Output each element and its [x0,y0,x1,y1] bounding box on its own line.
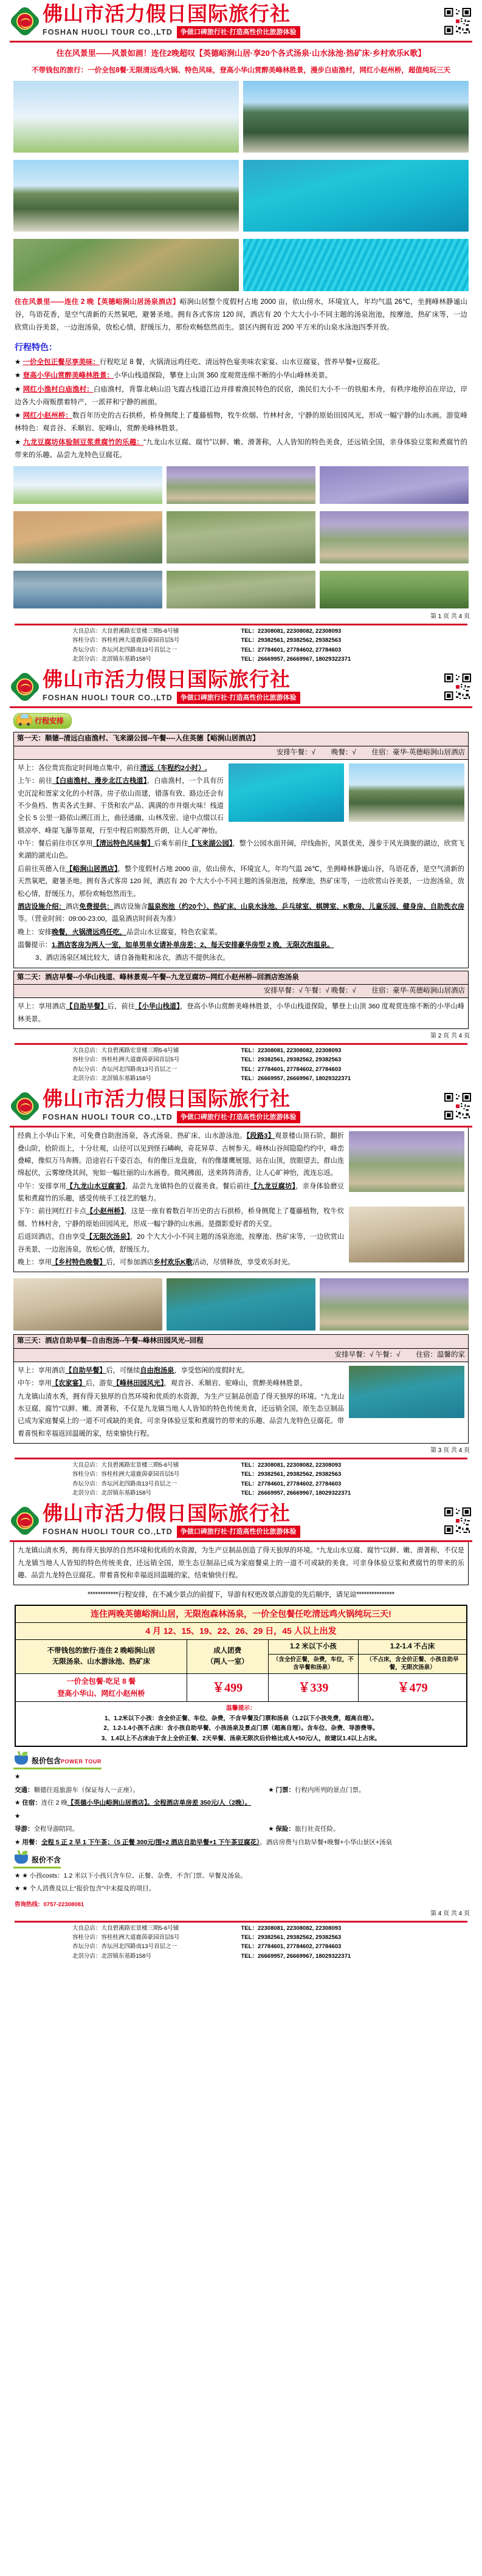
day-3-box [13,1334,469,1444]
included-label-2: 门票： [275,1786,295,1794]
photo-guest-room [13,1278,162,1331]
photo-sky [13,81,239,153]
included-label: 住宿： [22,1799,41,1807]
photo-row-4 [9,463,473,508]
company-slogan: 争做口碑旅行社·打造高性价比旅游体验 [177,1111,300,1124]
contact-table [15,1924,467,1961]
company-name-en: FOSHAN HUOLI TOUR CO.,LTD [43,693,173,702]
photo-row-day2 [9,1275,473,1334]
day-3-tail [14,1542,468,1585]
included-label: 交通： [15,1786,34,1794]
company-name-cn: 佛山市活力假日国际旅行社 [43,2,291,26]
branch-phone[interactable]: TEL：27784601, 27784602, 27784603 [241,646,342,653]
price-banner-row [15,1605,467,1623]
price-note: 1、1.2米以下小孩：含全价正餐、车位、杂费，不含早餐及门票和汤泉（1.2以下小孩免费，超高自理）。 [104,1715,378,1722]
company-name-cn: 佛山市活力假日国际旅行社 [43,1087,291,1111]
included-text-2: 旅行社责任险。 [295,1825,340,1833]
photo-day2-a [349,1131,464,1192]
price-notes [15,1701,467,1746]
excluded-item [15,1870,467,1883]
company-logo-icon [11,1092,39,1120]
contact-table [15,627,467,664]
branch-phone[interactable]: TEL：22308081, 22308082, 22308093 [241,628,342,635]
day-2-meal-label: 安排早餐：√ 午餐：√ 晚餐：√ [263,987,356,995]
drink-cup-icon [15,1755,28,1765]
contact-row [15,1075,467,1084]
hotline[interactable]: 咨询热线：0757-22308081 [15,1901,84,1908]
contact-row [15,1924,467,1934]
company-name-cn: 佛山市活力假日国际旅行社 [43,1501,291,1526]
contact-row [15,627,467,636]
branch-address: 北滘分店：北滘镇东基路158号 [72,1489,151,1496]
day-2-para: 中午：安排享用【九龙山水豆腐宴】，品尝九龙镇特色的豆腐美食。餐后前往【九龙豆腐坊】，亲身体验磨豆浆和煮腐竹的乐趣，感受传统手工技艺的魅力。 [18,1182,344,1203]
contact-row [15,646,467,655]
photo-river-arch [167,511,315,563]
day-1-para: 晚上：安排晚餐，火锅清远鸡任吃，品尝山水豆腐宴，特色农家菜。 [18,928,222,936]
feature-text: 白庙渔村，背靠北峡山沿飞霞古栈道江边并排着渔民特色的民宿，渔民们大小不一的铁船木舟，有秩序地停泊在岸边，岸边各大小商贩摆着特产，一派祥和宁静的画面。 [15,386,467,406]
photo-day2-room [349,1207,464,1262]
intro-block [9,295,473,337]
day-2-meals [14,985,468,998]
excluded-tag-label: 报价不含 [32,1855,61,1864]
price-col3-title: 1.2 米以下小孩 [268,1639,359,1654]
photo-day1-a [349,763,464,822]
price-child-small: ￥339 [268,1674,359,1701]
qr-code-icon [444,673,471,700]
contact-row [15,636,467,646]
price-col1-line1: 不带钱包的旅行·连住 2 晚峪涧山居 [47,1647,156,1655]
feature-item [15,370,467,382]
photo-row-2 [9,156,473,235]
included-tag-label: 报价包含 [32,1757,61,1766]
day-1-para: 3、酒店汤泉区域比较大，请自备拖鞋和泳衣，酒店不提供泳衣。 [35,954,230,962]
day-1-para: 温馨提示：1.酒店客房为两人一室，如单男单女请补单房差；2、每天安排豪华房型 2 晚，无限次泡温泉。 [18,942,334,949]
photo-pool-water [243,239,469,291]
branch-phone[interactable]: TEL：29382561, 29382562, 29382563 [241,637,342,644]
price-notes-row [15,1701,467,1746]
photo-fishing-village [13,511,162,563]
feature-text: “九龙山水豆腐、腐竹”以鲜、嫩、滑著称，人人皆知的特色美食，还远销全国，亲身体验豆浆和煮腐竹的带来的乐趣、品尝九龙特色豆腐花。 [15,438,468,459]
page-4 [0,1500,482,1963]
branch-phone[interactable]: TEL：27784601, 27784602, 27784603 [241,1480,342,1487]
photo-boats [13,571,162,608]
page-number: 第 4 页 共 4 页 [430,1910,470,1917]
day-2-body-top [14,998,468,1028]
photo-hot-spring [167,1278,315,1331]
contact-row [15,1056,467,1065]
contact-row [15,1066,467,1075]
photo-row-6 [9,567,473,612]
branch-phone[interactable]: TEL：22308081, 22308082, 22308093 [241,1047,342,1055]
company-slogan: 争做口碑旅行社·打造高性价比旅游体验 [177,26,300,39]
price-col1-line2: 无限汤泉、山水游泳池、热矿床 [52,1658,150,1665]
photo-row-5 [9,508,473,567]
photo-day3-a [349,1366,464,1418]
letterhead [9,1500,473,1538]
branch-address: 杏坛分店：杏坛河北四路南13号首层之一 [72,646,177,653]
qr-code-icon [444,1507,471,1534]
branch-address: 容桂分店：容桂桂洲大道鹿茵豪园首层5号 [72,637,180,644]
day-2-morning: 享用酒店【自助早餐】后，前往【小华山栈道】，登高小华山赏醉美峰林胜景，小华山栈道探险，攀登上山顶 360 度观赏连绵不断的小华山峰林美景。 [18,1003,464,1023]
day-1-box [13,732,469,968]
included-text: 连住 2 晚【英德小华山峪涧山居酒店】。全程酒店单房差 350元/人（2晚）。 [41,1799,252,1807]
price-row-desc-line2: 登高小华山、网红小赵州桥 [57,1689,145,1698]
day-2-continued [13,1128,469,1272]
intro-body: 峪涧山居整个度假村占地 2000 亩，依山傍水，环境宜人，年均气温 26℃，坐拥峰林静谧山谷，鸟语花香，是空气清新的天然氧吧，避暑圣地。拥有各式客房 120 间，酒店有 20 个大大小小不同主题的汤泉泡池，按摩池，热矿床等，一边欣赏山谷美景，一边泡汤泉，放松心情，舒缓压力，那份欢畅悠然而生。景区内拥有近 200 平方米的山泉水泳池四季开放。 [15,298,467,332]
feature-label: 一价全包正餐尽享美味： [22,358,100,366]
included-label: 用餐： [22,1839,41,1846]
branch-phone[interactable]: TEL：26669957, 26669967, 18029322371 [241,1489,351,1496]
company-name-en: FOSHAN HUOLI TOUR CO.,LTD [43,27,173,36]
price-child-big: ￥479 [359,1674,467,1701]
company-slogan: 争做口碑旅行社·打造高性价比旅游体验 [177,692,300,704]
day-1-meals [14,746,468,760]
day-3-para: 早上：享用酒店【自助早餐】后，可继续自由泡汤泉，享受悠闲的度假时光。 [18,1366,249,1374]
photo-forest-sky [243,81,469,153]
day-3-para: 中午：享用【农家宴】后，游览【峰林田园风光】，观音谷、禾顺岩、驼峰山，赏醉美峰林胜景。 [18,1380,307,1388]
branch-phone[interactable]: TEL：27784601, 27784602, 27784603 [241,1943,342,1951]
day-1-body [14,760,468,968]
excluded-text: ★ 小孩costs：1.2 米以下小孩只含车位、正餐、杂费，不含门票、早餐及汤泉。 [22,1872,247,1879]
feature-item [15,384,467,408]
itinerary-tag-label: 行程安排 [35,717,64,726]
features-heading: 行程特色： [15,342,57,352]
contact-block [9,1918,473,1963]
qr-code-icon [444,8,471,35]
included-text: 顺德往返旅游车（保证每人一正座）。 [33,1786,139,1794]
included-list [9,1771,473,1849]
day-2-box [13,971,469,1029]
features-list [9,356,473,462]
feature-label: 网红小赵州桥： [22,412,72,420]
day-1-lunch: 安排午餐：√ [277,748,315,756]
day-2-para: 经典上小华山下来，可免费自助泡汤泉，各式汤泉、热矿床、山水游泳池。【段路3】观景楼山顶石阶，翻折叠山阶，拾阶而上，十分壮观，山径可以见到怪石嶙峋，奇花异草、古树参天。峰林山谷间隐隐约约中，峰峦叠嶂，像似万马奔腾。沿途岩石千姿百态，有的像巨龙盘旋，有的像雄鹰展翅。站在山顶，放眼望去，群山连绵起伏，云雾缭绕其间，宛如一幅壮丽的山水画卷。微风拂面，送来阵阵清香，让人心旷神怡，流连忘返。 [18,1132,345,1177]
intro-title: 住在风景里——连住 2 晚【英德峪涧山居汤泉酒店】 [15,298,180,306]
price-note: 2、1.2-1.4小孩不占床：含小孩自助早餐、小孩汤泉及景点门票（超高自理）。含车位、杂费、导游费等。 [103,1725,379,1732]
branch-address: 容桂分店：容桂桂洲大道鹿茵豪园首层5号 [72,1056,180,1064]
page-number: 第 1 页 共 4 页 [430,613,470,621]
day-3-para-tail: 九龙镇山清水秀，拥有得天独厚的自然环境和优质的水资源，为生产豆制品创造了得天独厚的环境。“九龙山水豆腐、腐竹”以鲜、嫩、滑著称，不仅是九龙镇当地人人皆知的特色传统美食，还远销全国，原生态豆制品已成为家庭餐桌上的一道不可或缺的美食。可亲身体验豆浆和煮腐竹的带来的乐趣、品尝九龙特色豆腐花。带着喜悦和幸福返回温暖的家，结束愉快行程。 [18,1547,464,1579]
day-2-hotel: 住宿：豪华·英德峪涧山居酒店 [371,987,465,995]
company-name-en: FOSHAN HUOLI TOUR CO.,LTD [43,1112,173,1121]
contact-table [15,1047,467,1084]
day-1-para: 早上：各位贵宾指定时间地点集中，前往清远（车程约2小时）. [18,764,207,772]
page-3 [0,1085,482,1500]
included-label-2: 保险： [275,1825,295,1833]
page-number: 第 2 页 共 4 页 [430,1033,470,1040]
branch-phone[interactable]: TEL：26669957, 26669967, 18029322371 [241,1075,351,1082]
branch-address: 北滘分店：北滘镇东基路158号 [72,1952,151,1960]
day-1-para: 中午：餐后前往市区享用【清远特色风味餐】后乘车前往【飞来湖公园】，整个公园水面开阔，岸线曲折，风景优美，漫步于风光旖旎的湖边，欣赏飞来湖的湖光山色。 [18,840,464,860]
contact-row [15,1489,467,1498]
branch-address: 大良总店：大良碧溪路宏景楼三期5-6号铺 [72,1924,179,1932]
branch-phone[interactable]: TEL：29382561, 29382562, 29382563 [241,1056,342,1064]
contact-block [9,1041,473,1085]
feature-item [15,356,467,369]
day-3-title: 第三天：酒店自助早餐--自由泡汤--午餐--峰林田园风光--回程 [14,1335,468,1348]
contact-row [15,1934,467,1943]
letterhead [9,1085,473,1123]
drink-cup-icon [15,1855,28,1864]
price-col2-sub: （两人一室） [206,1658,249,1665]
price-col2-title: 成人团费 [213,1647,242,1655]
day-3-body [14,1362,468,1443]
photo-dusk [320,466,469,504]
included-item [15,1797,467,1810]
letterhead [9,666,473,704]
photo-rice-field [320,571,469,608]
contact-row [15,1470,467,1479]
photo-day1-b [229,763,344,822]
headline-line-1: 住在风景里——风景如画！连住2晚超叹【英德峪涧山居·享20个各式汤泉·山水泳池·热矿床·乡村欢乐K歌】 [56,49,426,58]
day-2-para: 后返回酒店，自由享受【无限次汤泉】，20 个大大小小不同主题的汤泉泡池，按摩池、热矿床等，一边欣赏山谷美景，一边泡汤泉，放松心情，舒缓压力。 [18,1233,344,1253]
departure-dates: 4 月 12、15、19、22、26、29 日，45 人以上出发 [15,1622,467,1639]
branch-address: 杏坛分店：杏坛河北四路南13号首层之一 [72,1066,177,1073]
branch-address: 杏坛分店：杏坛河北四路南13号首层之一 [72,1943,177,1951]
branch-address: 大良总店：大良碧溪路宏景楼三期5-6号铺 [72,1462,179,1469]
included-item: ★ 交通：顺德往返旅游车（保证每人一正座）。 ★ 门票：行程内所列的景点门票。 [15,1771,467,1797]
price-note: 3、1.4以上不占床由于含上全价正餐、2天早餐、汤泉无限次后价格比成人+50元/人，故建议1.4以上占床。 [101,1735,381,1742]
day-1-hotel: 住宿：豪华·英德峪涧山居酒店 [371,748,465,756]
photo-scenery [320,1278,469,1331]
day-1-title: 第一天：顺德--清远白庙渔村、飞来湖公园--午餐----入住英德【峪涧山居酒店】 [14,732,468,746]
photo-row-top [9,77,473,156]
day-2-title: 第二天：酒店早餐--小华山栈道、峰林景观--午餐--九龙豆腐坊--网红小赵州桥--回酒店泡汤泉 [14,971,468,985]
day-2-para: 晚上：享用【乡村特色晚餐】后，可参加酒店乡村欢乐K歌活动，尽情释放，享受欢乐时光。 [18,1258,295,1266]
contact-block [9,621,473,666]
photo-peaks [167,466,315,504]
included-text: 全程 5 正 2 早 1 下午茶；（5 正餐 300元/围+2 酒店自助早餐+1 下午茶豆腐花）。酒店房费与自助早餐+晚餐+小华山景区+汤泉 [41,1839,393,1846]
itinerary-tag [13,713,72,729]
price-header-row [15,1639,467,1654]
day-1-para: 酒店设施介绍：酒店免费提供：酒店设施含温泉泡池（约20个）、热矿床、山泉水泳池、乒乓球室、棋牌室、K歌房、儿童乐园、健身房、自助洗衣房等。（营业时间：09:00-23:00，温泉酒店时间表为准） [18,903,464,923]
company-logo-icon [11,7,39,35]
day-3-meals [14,1349,468,1362]
branch-phone[interactable]: TEL：29382561, 29382562, 29382563 [241,1471,342,1478]
letterhead [9,0,473,38]
contact-row [15,1461,467,1470]
company-name-en: FOSHAN HUOLI TOUR CO.,LTD [43,1527,173,1536]
feature-label: 网红小渔村白庙渔村： [22,386,94,394]
feature-label: 登高小华山赏醉美峰林胜景： [22,372,114,380]
page-1 [0,0,482,666]
day-3-continued [13,1542,469,1585]
day-1-dinner: 晚餐：√ [331,748,356,756]
included-text-2: 行程内所列的景点门票。 [295,1786,365,1794]
price-banner: 连住两晚英德峪涧山居，无限泡森林汤泉，一价全包餐任吃清远鸡火锅纯玩三天! [15,1605,467,1623]
price-row-desc [15,1674,187,1701]
branch-phone[interactable]: TEL：26669957, 26669967, 18029322371 [241,655,351,663]
excluded-tag [13,1855,61,1868]
branch-address: 杏坛分店：杏坛河北四路南13号首层之一 [72,1480,177,1487]
photo-row-3 [9,235,473,295]
contact-row [15,655,467,664]
day-2-morning-label: 早上： [18,1003,39,1011]
photo-karst-village [13,160,239,232]
feature-item [15,436,467,461]
price-table [15,1605,467,1748]
branch-phone[interactable]: TEL：22308081, 22308082, 22308093 [241,1924,342,1932]
price-col4-title: 1.2-1.4 不占床 [359,1639,467,1654]
photo-karst-town [320,511,469,563]
branch-address: 容桂分店：容桂桂洲大道鹿茵豪园首层5号 [72,1471,180,1478]
branch-address: 大良总店：大良碧溪路宏景楼三期5-6号铺 [72,1047,179,1055]
branch-address: 北滘分店：北滘镇东基路158号 [72,1075,151,1082]
branch-phone[interactable]: TEL：27784601, 27784602, 27784603 [241,1066,342,1073]
included-item: ★ 导游：全程导游陪同。 ★ 保险：旅行社责任险。 [15,1810,467,1836]
contact-table [15,1461,467,1498]
branch-phone[interactable]: TEL：29382561, 29382562, 29382563 [241,1934,342,1941]
contact-row [15,1047,467,1056]
day-3-hotel: 住宿：温馨的家 [416,1351,465,1359]
price-col3-sub: （含全价正餐，杂费，车位，不含早餐和汤泉） [268,1654,359,1674]
branch-address: 容桂分店：容桂桂洲大道鹿茵豪园首层5号 [72,1934,180,1941]
car-icon [16,715,32,725]
included-tag-en: POWER TOUR [61,1758,102,1765]
photo-aerial-resort [13,239,239,291]
feature-text: 行程吃足 8 餐，火锅清远鸡任吃、清远特色宴美味农家宴、山水豆腐宴，营养早餐+豆腐花。 [100,358,385,366]
photo-wetland [167,571,315,608]
contact-row [15,1952,467,1961]
photo-swimming-pool [243,160,469,232]
company-slogan: 争做口碑旅行社·打造高性价比旅游体验 [177,1526,300,1538]
departure-row [15,1622,467,1639]
day-3-meal-label: 安排早餐：√ 午餐：√ [334,1351,401,1359]
photo-pavilion [13,466,162,504]
feature-label: 九龙豆腐坊体验制豆浆煮腐竹的乐趣： [22,438,144,446]
price-row-desc-line1: 一价全包餐·吃足 8 餐 [66,1677,136,1686]
feature-text: 小华山栈道探险，攀登上山顶 360 度观赏连绵不断的小华山峰林美景。 [114,372,332,380]
price-notes-title: 温馨提示： [226,1704,256,1712]
branch-address: 大良总店：大良碧溪路宏景楼三期5-6号铺 [72,628,179,635]
page-number: 第 3 页 共 4 页 [430,1447,470,1455]
letterhead-divider [10,706,472,708]
company-name-cn: 佛山市活力假日国际旅行社 [43,667,291,692]
page-2 [0,666,482,1085]
company-logo-icon [11,1507,39,1535]
contact-row [15,1480,467,1489]
qr-code-icon [444,1093,471,1120]
price-block [9,1603,473,1751]
order-disclaimer: ************行程安排，在不减少景点的前提下，导游有权更改景点游览的先后顺序，请见谅*************** [88,1591,394,1599]
day-3-para: 九龙镇山清水秀，拥有得天独厚的自然环境和优质的水资源，为生产豆制品创造了得天独厚的环境。“九龙山水豆腐、腐竹”以鲜、嫩、滑著称，不仅是九龙镇当地人人皆知的特色传统美食，还远销全国，原生态豆制品已成为家庭餐桌上的一道不可或缺的美食。可亲身体验豆浆和煮腐竹的带来的乐趣、品尝九龙特色豆腐花。带着喜悦和幸福返回温暖的家，结束愉快行程。 [18,1393,345,1438]
contact-row [15,1943,467,1952]
day-1-para: 后前往英德入住【峪涧山居酒店】，整个度假村占地 2000 亩，依山傍水，环境宜人，年均气温 26℃，坐拥峰林静谧山谷，鸟语花香，是空气清新的天然氧吧，避暑圣地。拥有各式客房 120 间，酒店有 20 个大大小小不同主题的汤泉泡池，按摩池，热矿床等，一边欣赏山谷美景，一边泡汤泉，放松心情，舒缓压力，那份欢畅悠然而生。 [18,865,464,898]
included-tag [13,1755,102,1769]
included-label: 导游： [15,1825,34,1833]
excluded-text: ★ 个人消费及以上“报价包含”中未提及的项目。 [22,1885,156,1893]
branch-phone[interactable]: TEL：22308081, 22308082, 22308093 [241,1462,342,1469]
price-value-row [15,1674,467,1701]
day-2-para: 下午：前往网红打卡点【小赵州桥】，这是一座有着数百年历史的古石拱桥，桥身侧爬上了蔓藤植物，牧牛炊烟、竹林村舍，宁静的原始田园风光，形成一幅宁静的山水画。是摄影爱好者的天堂。 [18,1208,344,1228]
feature-text: 数百年历史的古石拱桥，桥身侧爬上了蔓藤植物，牧牛炊烟、竹林村舍，宁静的原始田园风光，形成一幅宁静的山水画。游览峰林特色：观音谷、禾顺岩、驼峰山，赏醉美峰林胜景。 [15,412,467,433]
branch-phone[interactable]: TEL：26669957, 26669967, 18029322371 [241,1952,351,1960]
included-item [15,1836,467,1850]
day-2-body [14,1128,468,1272]
excluded-list [9,1870,473,1896]
day-1-para: 上午：前往【白庙渔村、漫步北江古栈道】，白庙渔村，一个具有历史沉淀和疍家文化的小村落。房子依山而建，错落有致、路边还会有不少鱼档、售卖各式生鲜、干货和农产品、满满的市井烟火味！栈道全长 5 公里一路依山溯江而上，曲径通幽，山林茂密、途中点缀以石锁凉亭、峰崖飞瀑等景观，行至中程后则豁然开朗，让人心旷神怡。 [18,777,224,835]
feature-item [15,410,467,435]
company-logo-icon [11,673,39,701]
branch-address: 北滘分店：北滘镇东基路158号 [72,655,151,663]
included-text: 全程导游陪同。 [33,1825,78,1833]
price-adult: ￥499 [187,1674,268,1701]
headline-line-2: 不带钱包的旅行：一价全包8餐·无限清远鸡火锅、特色风味，登高小华山赏醉美峰林胜景，漫步白庙渔村，网红小赵州桥，超值纯玩三天 [32,66,450,74]
excluded-item [15,1882,467,1896]
contact-block [9,1455,473,1500]
price-col4-sub: （不占床，含全价正餐、小孩自助早餐，无限次汤泉） [359,1654,467,1674]
